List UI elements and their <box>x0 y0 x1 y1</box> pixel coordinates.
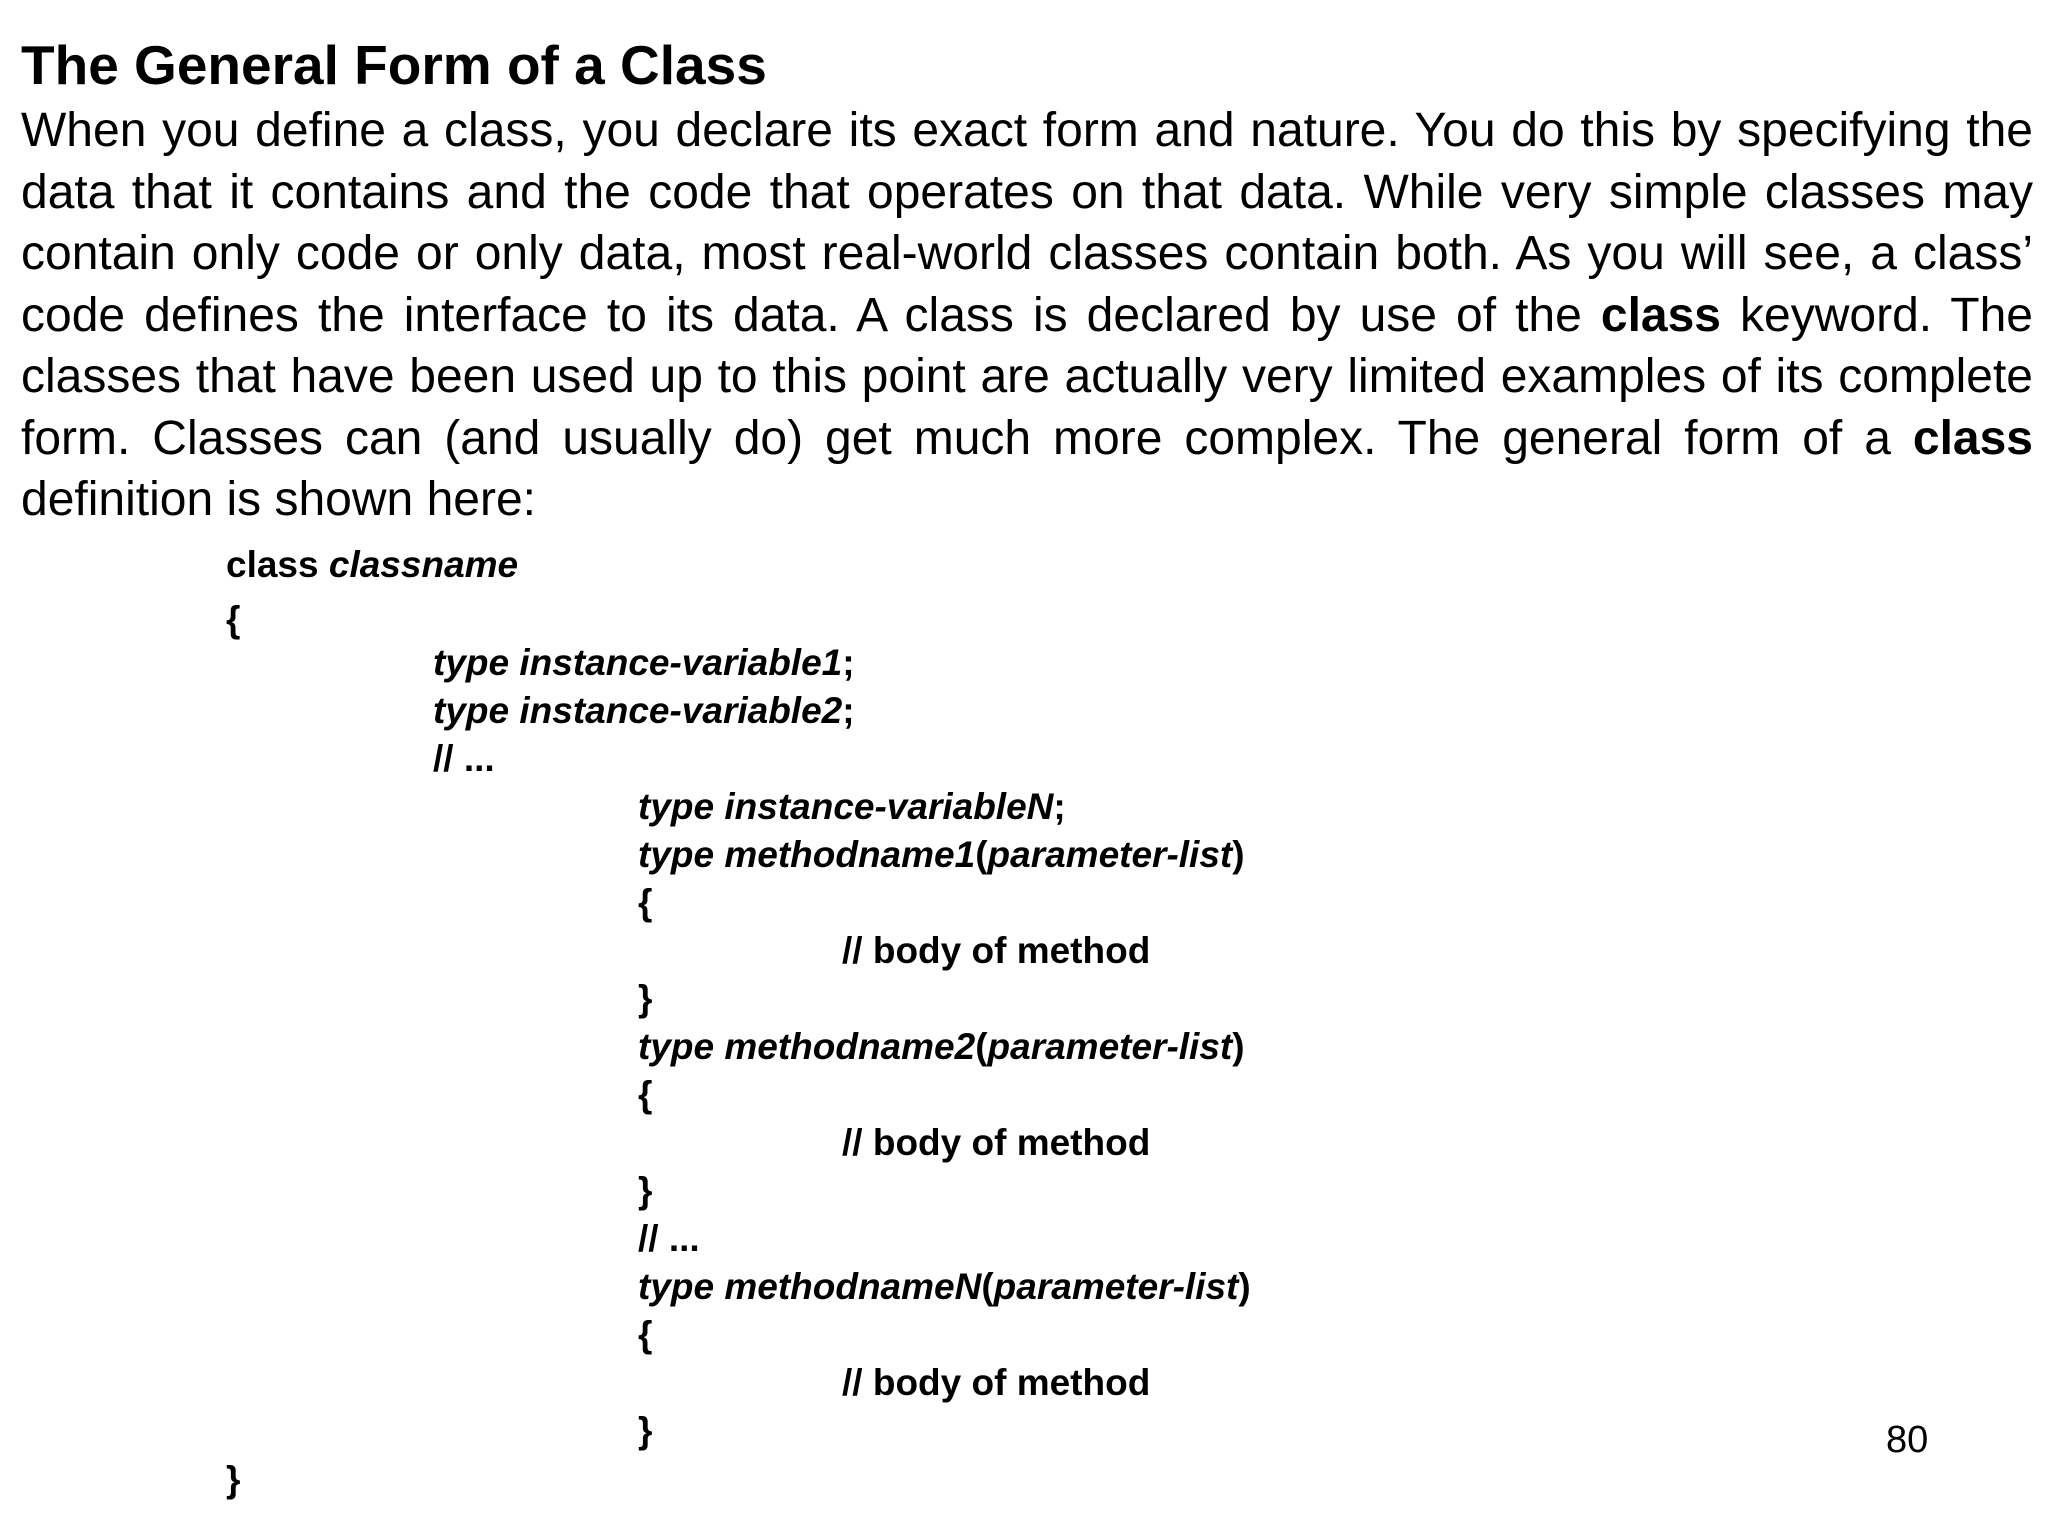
class-keyword: class <box>1600 288 1721 342</box>
paragraph-text-2: keyword. The classes that have been used up to this point are actually very limited examples of its complete form. Classes can (and usually do) get much more complex. The general form of a <box>21 288 2034 465</box>
paragraph-text-1: When you define a class, you declare its exact form and nature. You do this by specifying the data that it contains and the code that operates on that data. While very simple classes may contain only code or only data, most real-world classes contain both. As you will see, a class’ code defines the interface to its data. A class is declared by use of the <box>21 104 2033 342</box>
code-line-ellipsis-comment: // ... <box>638 1218 700 1259</box>
code-line-body-comment: // body of method <box>842 1122 1151 1163</box>
code-line-class-decl: class classname <box>226 544 519 585</box>
code-line-close-brace: } <box>638 1410 653 1451</box>
code-line-close-brace: } <box>226 1459 241 1500</box>
code-line-open-brace: { <box>226 599 241 640</box>
code-line-method-n: type methodnameN(parameter-list) <box>638 1266 1251 1307</box>
code-line-body-comment: // body of method <box>842 1362 1151 1403</box>
code-line-open-brace: { <box>638 1314 653 1355</box>
code-line-instance-variable-n: type instance-variableN; <box>638 786 1066 827</box>
code-line-open-brace: { <box>638 1074 653 1115</box>
classname-placeholder: classname <box>328 544 519 585</box>
code-line-body-comment: // body of method <box>842 930 1151 971</box>
code-line-close-brace: } <box>638 1170 653 1211</box>
code-line-open-brace: { <box>638 882 653 923</box>
class-keyword: class <box>1912 411 2033 465</box>
code-line-ellipsis-comment: // ... <box>433 738 495 779</box>
body-paragraph <box>21 100 2033 531</box>
page-number: 80 <box>1886 1419 1929 1461</box>
code-line-method-2: type methodname2(parameter-list) <box>638 1026 1245 1067</box>
slide-title: The General Form of a Class <box>21 34 767 96</box>
code-line-method-1: type methodname1(parameter-list) <box>638 834 1245 875</box>
paragraph-text-3: definition is shown here: <box>21 473 536 526</box>
code-line-instance-variable-1: type instance-variable1; <box>433 642 855 683</box>
code-line-instance-variable-2: type instance-variable2; <box>433 690 855 731</box>
code-line-close-brace: } <box>638 978 653 1019</box>
